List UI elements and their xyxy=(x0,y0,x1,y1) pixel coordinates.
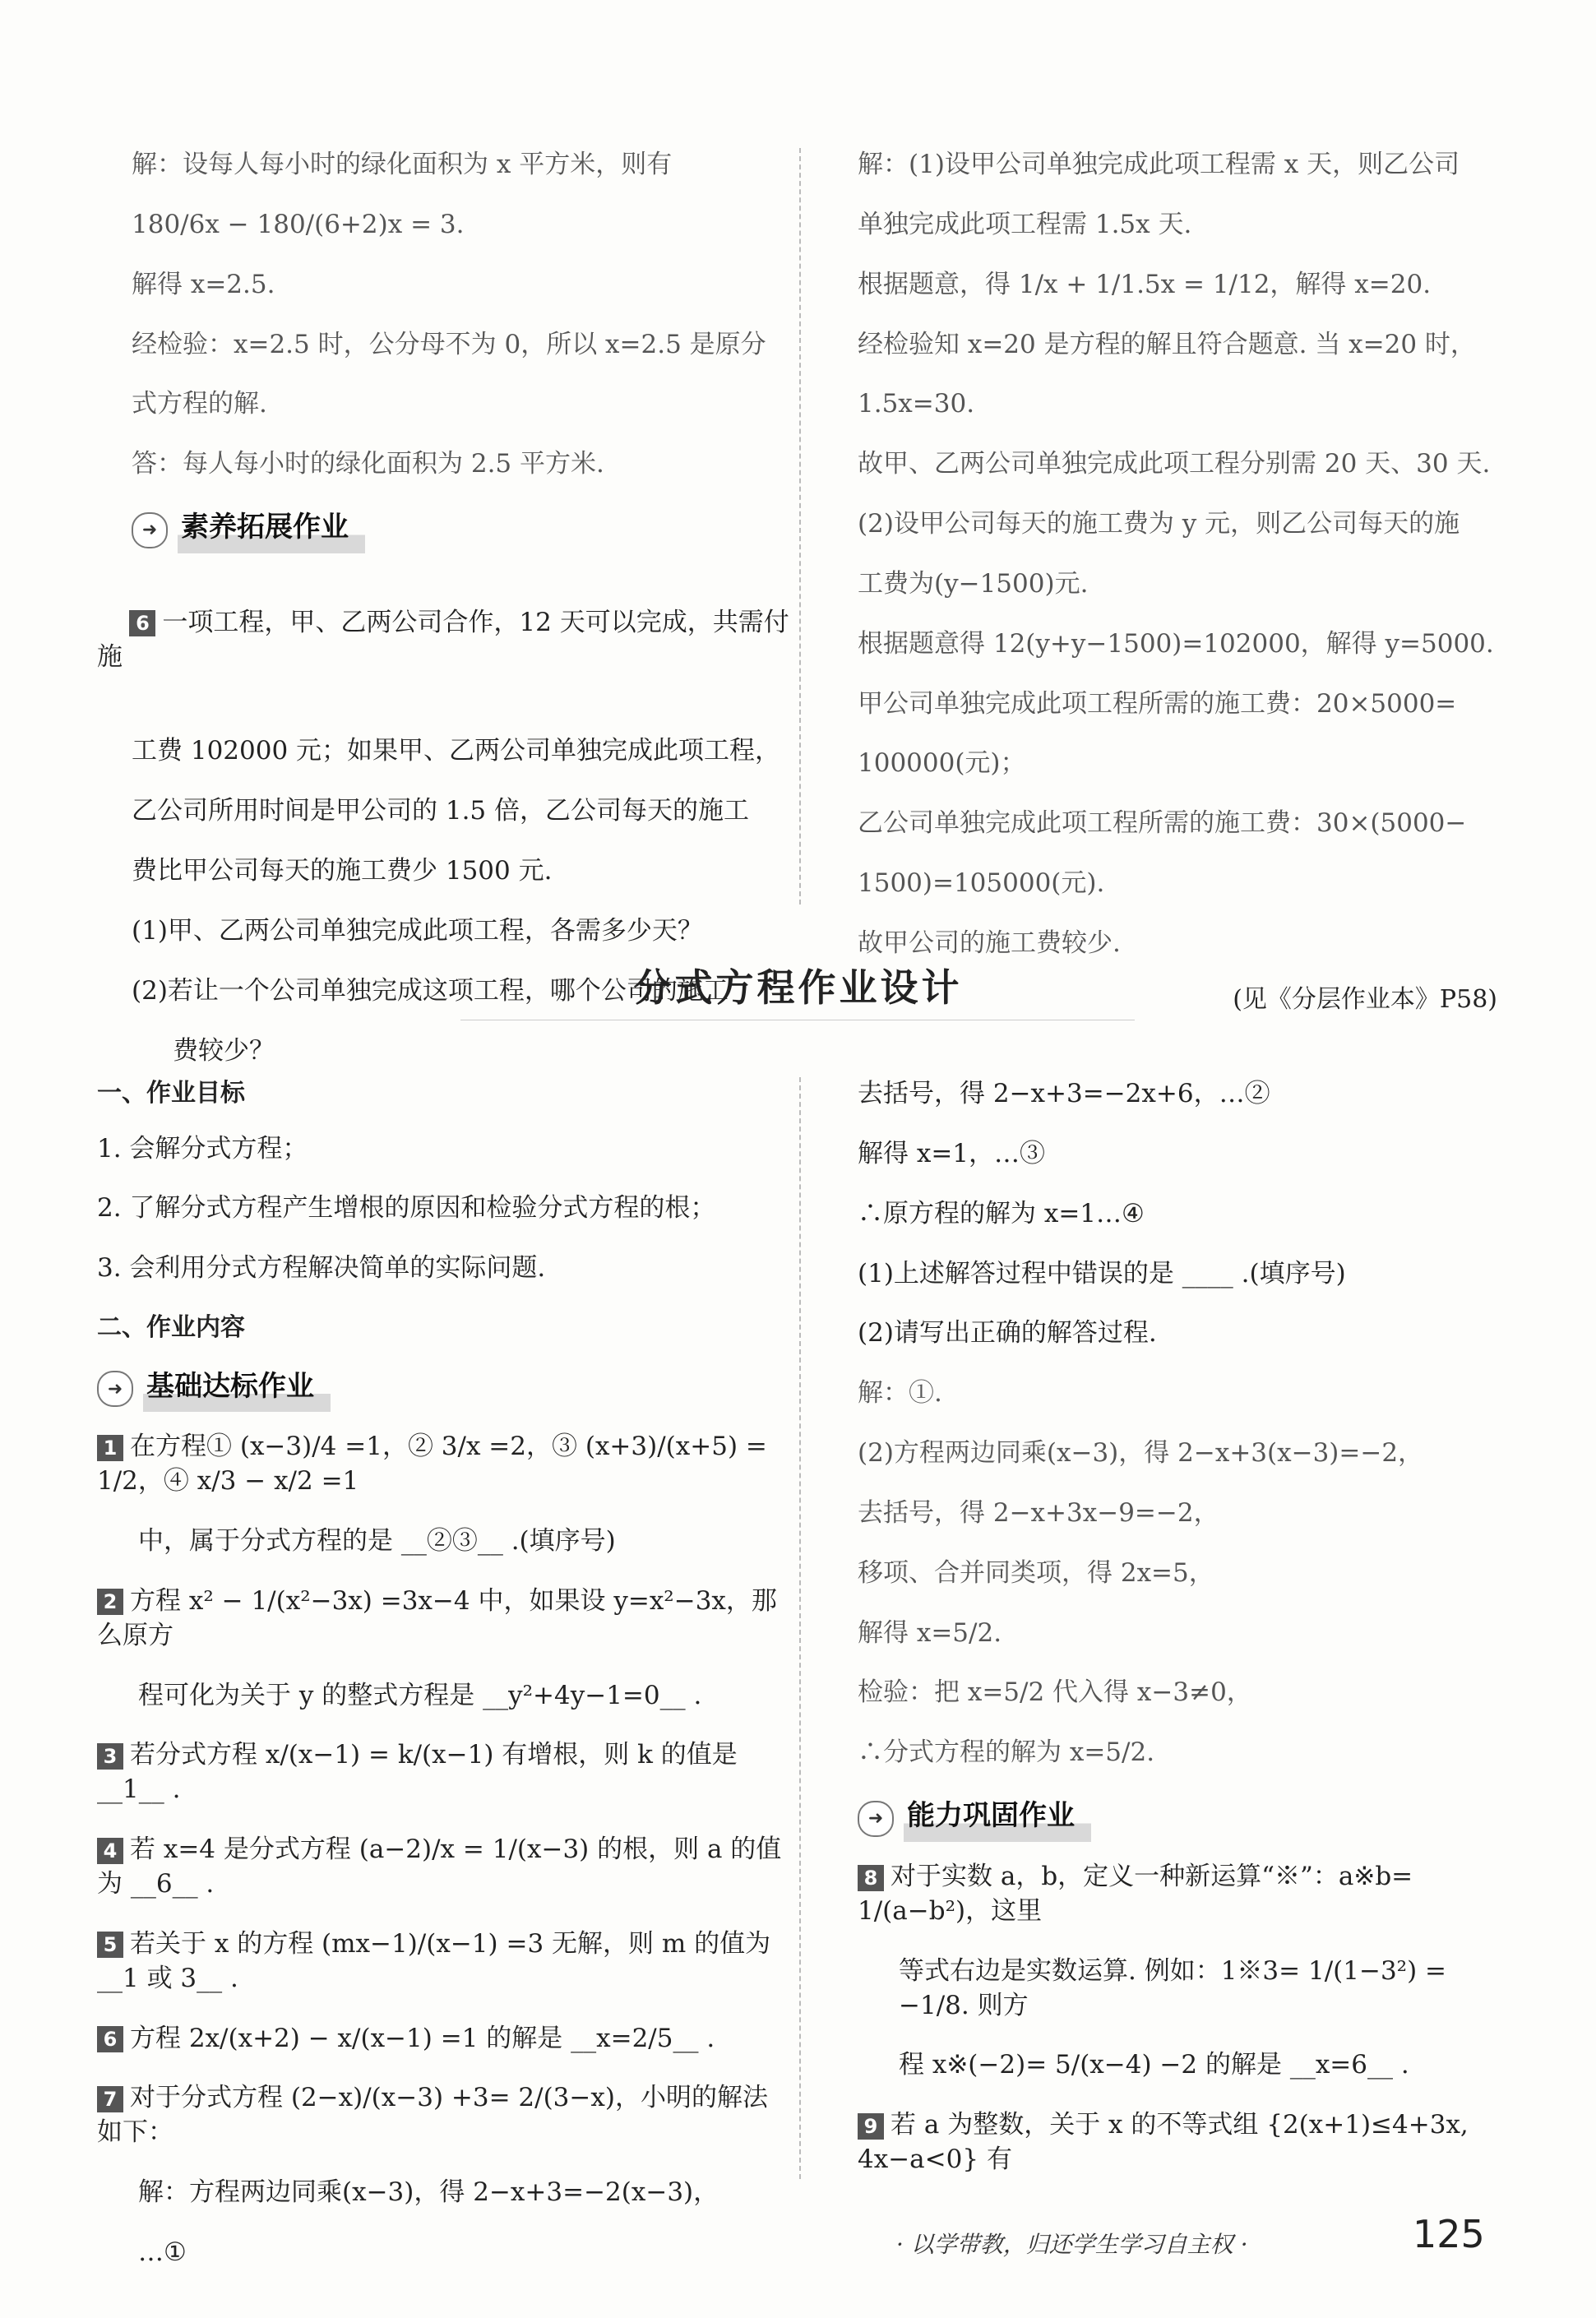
question-text: 方程 2x/(x+2) − x/(x−1) =1 的解是 __x=2/5__ . xyxy=(130,2023,715,2053)
bottom-left-column xyxy=(97,1077,788,2296)
question-text: 对于分式方程 (2−x)/(x−3) +3= 2/(3−x)，小明的解法如下： xyxy=(97,2083,768,2148)
section-badge-basic xyxy=(97,1367,788,1413)
question-text: 程 x※(−2)= 5/(x−4) −2 的解是 __x=6__ . xyxy=(899,2050,1409,2080)
badge-label: 能力巩固作业 xyxy=(904,1796,1091,1842)
solution-line: ∴分式方程的解为 x=5/2. xyxy=(858,1737,1155,1768)
solution-line: 经检验：x=2.5 时，公分母不为 0，所以 x=2.5 是原分 xyxy=(132,329,766,359)
badge-label: 基础达标作业 xyxy=(143,1367,331,1413)
badge-label: 素养拓展作业 xyxy=(178,507,365,553)
section-heading: 一、作业目标 xyxy=(97,1079,245,1108)
question-text: 乙公司所用时间是甲公司的 1.5 倍，乙公司每天的施工 xyxy=(132,796,750,826)
solution-line: (2)设甲公司每天的施工费为 y 元，则乙公司每天的施 xyxy=(858,509,1460,539)
solution-line: 移项、合并同类项，得 2x=5， xyxy=(858,1557,1214,1588)
question-6 xyxy=(97,571,789,709)
solution-line: 工费为(y−1500)元. xyxy=(858,568,1089,599)
question-text: 若 x=4 是分式方程 (a−2)/x = 1/(x−3) 的根，则 a 的值为 __6__ . xyxy=(97,1835,782,1899)
solution-line: 根据题意，得 1/x + 1/1.5x = 1/12，解得 x=20. xyxy=(858,269,1432,299)
solution-line: 1.5x=30. xyxy=(858,389,975,419)
solution-line: 解得 x=5/2. xyxy=(858,1617,1002,1648)
question-text: 等式右边是实数运算. 例如：1※3= 1/(1−3²) = −1/8. 则方 xyxy=(899,1955,1455,2020)
arrow-icon: ➜ xyxy=(97,1371,133,1407)
solution-line: 解：①. xyxy=(858,1378,942,1409)
page-title: 分式方程作业设计 xyxy=(633,965,963,1010)
solution-line: 式方程的解. xyxy=(132,389,267,419)
question-number: 6 xyxy=(129,610,155,636)
question-number: 4 xyxy=(97,1838,123,1864)
question-number: 2 xyxy=(97,1589,123,1615)
question-number: 6 xyxy=(97,2026,123,2052)
solution-line: 1500)=105000(元). xyxy=(858,868,1105,899)
section-badge-extension xyxy=(132,507,789,553)
question-text: 一项工程，甲、乙两公司合作，12 天可以完成，共需付施 xyxy=(97,607,789,672)
question-6 xyxy=(97,2022,788,2057)
solution-line: 故甲公司的施工费较少. xyxy=(858,928,1121,958)
solution-line: 根据题意得 12(y+y−1500)=102000，解得 y=5000. xyxy=(858,628,1494,659)
question-text: 若关于 x 的方程 (mx−1)/(x−1) =3 无解，则 m 的值为 __1 或 3__ . xyxy=(97,1928,779,1993)
question-text: 工费 102000 元；如果甲、乙两公司单独完成此项工程， xyxy=(132,736,781,766)
bottom-right-column xyxy=(858,1077,1515,2203)
question-7 xyxy=(97,2081,788,2150)
solution-line: 100000(元)； xyxy=(858,748,1026,779)
footer-motto: · 以学带教，归还学生学习自主权 · xyxy=(896,2231,1248,2258)
question-text: 方程 x² − 1/(x²−3x) =3x−4 中，如果设 y=x²−3x，那么原方 xyxy=(97,1585,777,1650)
top-right-column xyxy=(858,148,1515,987)
reference-note: (见《分层作业本》P58) xyxy=(1233,985,1497,1014)
goal-item: 1. 会解分式方程； xyxy=(97,1133,308,1164)
arrow-icon: ➜ xyxy=(858,1801,894,1837)
question-4 xyxy=(97,1833,788,1902)
section-badge-consolidation xyxy=(858,1796,1515,1842)
question-8 xyxy=(858,1860,1515,1929)
question-1 xyxy=(97,1430,788,1499)
sub-question: (1)上述解答过程中错误的是 ____ .(填序号) xyxy=(858,1258,1346,1289)
solution-line: 检验：把 x=5/2 代入得 x−3≠0， xyxy=(858,1677,1252,1708)
question-text: 费较少？ xyxy=(173,1035,275,1066)
solution-line: 解得 x=2.5. xyxy=(132,269,275,299)
page-number: 125 xyxy=(1413,2212,1485,2256)
question-number: 7 xyxy=(97,2086,123,2112)
question-number: 5 xyxy=(97,1932,123,1958)
solution-line: 故甲、乙两公司单独完成此项工程分别需 20 天、30 天. xyxy=(858,449,1491,479)
solution-line: 去括号，得 2−x+3x−9=−2， xyxy=(858,1497,1219,1528)
question-number: 1 xyxy=(97,1435,123,1461)
question-text: 程可化为关于 y 的整式方程是 __y²+4y−1=0__ . xyxy=(138,1680,702,1710)
goal-item: 2. 了解分式方程产生增根的原因和检验分式方程的根； xyxy=(97,1193,716,1224)
question-text: 若 a 为整数，关于 x 的不等式组 {2(x+1)≤4+3x, 4x−a<0} 有 xyxy=(858,2110,1477,2175)
solution-line: (2)方程两边同乘(x−3)，得 2−x+3(x−3)=−2， xyxy=(858,1438,1424,1469)
goal-item: 3. 会利用分式方程解决简单的实际问题. xyxy=(97,1253,546,1284)
question-2 xyxy=(97,1585,788,1654)
question-text: 对于实数 a，b，定义一种新运算“※”：a※b= 1/(a−b²)，这里 xyxy=(858,1862,1422,1926)
solution-line: 单独完成此项工程需 1.5x 天. xyxy=(858,209,1192,239)
question-text: 若分式方程 x/(x−1) = k/(x−1) 有增根，则 k 的值是 __1__ . xyxy=(97,1740,746,1805)
solution-line: 解：(1)设甲公司单独完成此项工程需 x 天，则乙公司 xyxy=(858,150,1460,179)
question-text: (2)若让一个公司单独完成这项工程，哪个公司的施工 xyxy=(132,975,729,1006)
solution-line: 经检验知 x=20 是方程的解且符合题意. 当 x=20 时， xyxy=(858,329,1476,359)
section-heading: 二、作业内容 xyxy=(97,1313,245,1343)
solution-step: 去括号，得 2−x+3=−2x+6，…② xyxy=(858,1079,1270,1108)
solution-line: 甲公司单独完成此项工程所需的施工费：20×5000= xyxy=(858,688,1457,719)
question-5 xyxy=(97,1927,788,1996)
question-9 xyxy=(858,2108,1515,2177)
question-number: 3 xyxy=(97,1743,123,1770)
column-divider-bottom xyxy=(799,1077,801,2179)
sub-question: (2)请写出正确的解答过程. xyxy=(858,1318,1157,1349)
question-text: 解：方程两边同乘(x−3)，得 2−x+3=−2(x−3)， xyxy=(138,2177,719,2208)
question-text: 中，属于分式方程的是 __②③__ .(填序号) xyxy=(138,1526,616,1557)
solution-line: 乙公司单独完成此项工程所需的施工费：30×(5000− xyxy=(858,808,1467,839)
solution-step: ∴原方程的解为 x=1…④ xyxy=(858,1198,1145,1228)
question-number: 9 xyxy=(858,2113,884,2140)
solution-line: 答：每人每小时的绿化面积为 2.5 平方米. xyxy=(132,449,604,479)
solution-line: 180/6x − 180/(6+2)x = 3. xyxy=(132,209,465,239)
question-3 xyxy=(97,1738,788,1807)
question-text: (1)甲、乙两公司单独完成此项工程，各需多少天？ xyxy=(132,915,703,946)
solution-line: 解：设每人每小时的绿化面积为 x 平方米，则有 xyxy=(132,150,673,179)
arrow-icon: ➜ xyxy=(132,512,168,548)
question-text: …① xyxy=(138,2237,187,2267)
question-text: 费比甲公司每天的施工费少 1500 元. xyxy=(132,856,553,886)
column-divider-top xyxy=(799,148,801,905)
solution-step: 解得 x=1，…③ xyxy=(858,1138,1046,1168)
question-text: 在方程① (x−3)/4 =1，② 3/x =2，③ (x+3)/(x+5) = 1/2，④ x/3 − x/2 =1 xyxy=(97,1432,775,1497)
question-number: 8 xyxy=(858,1865,884,1891)
